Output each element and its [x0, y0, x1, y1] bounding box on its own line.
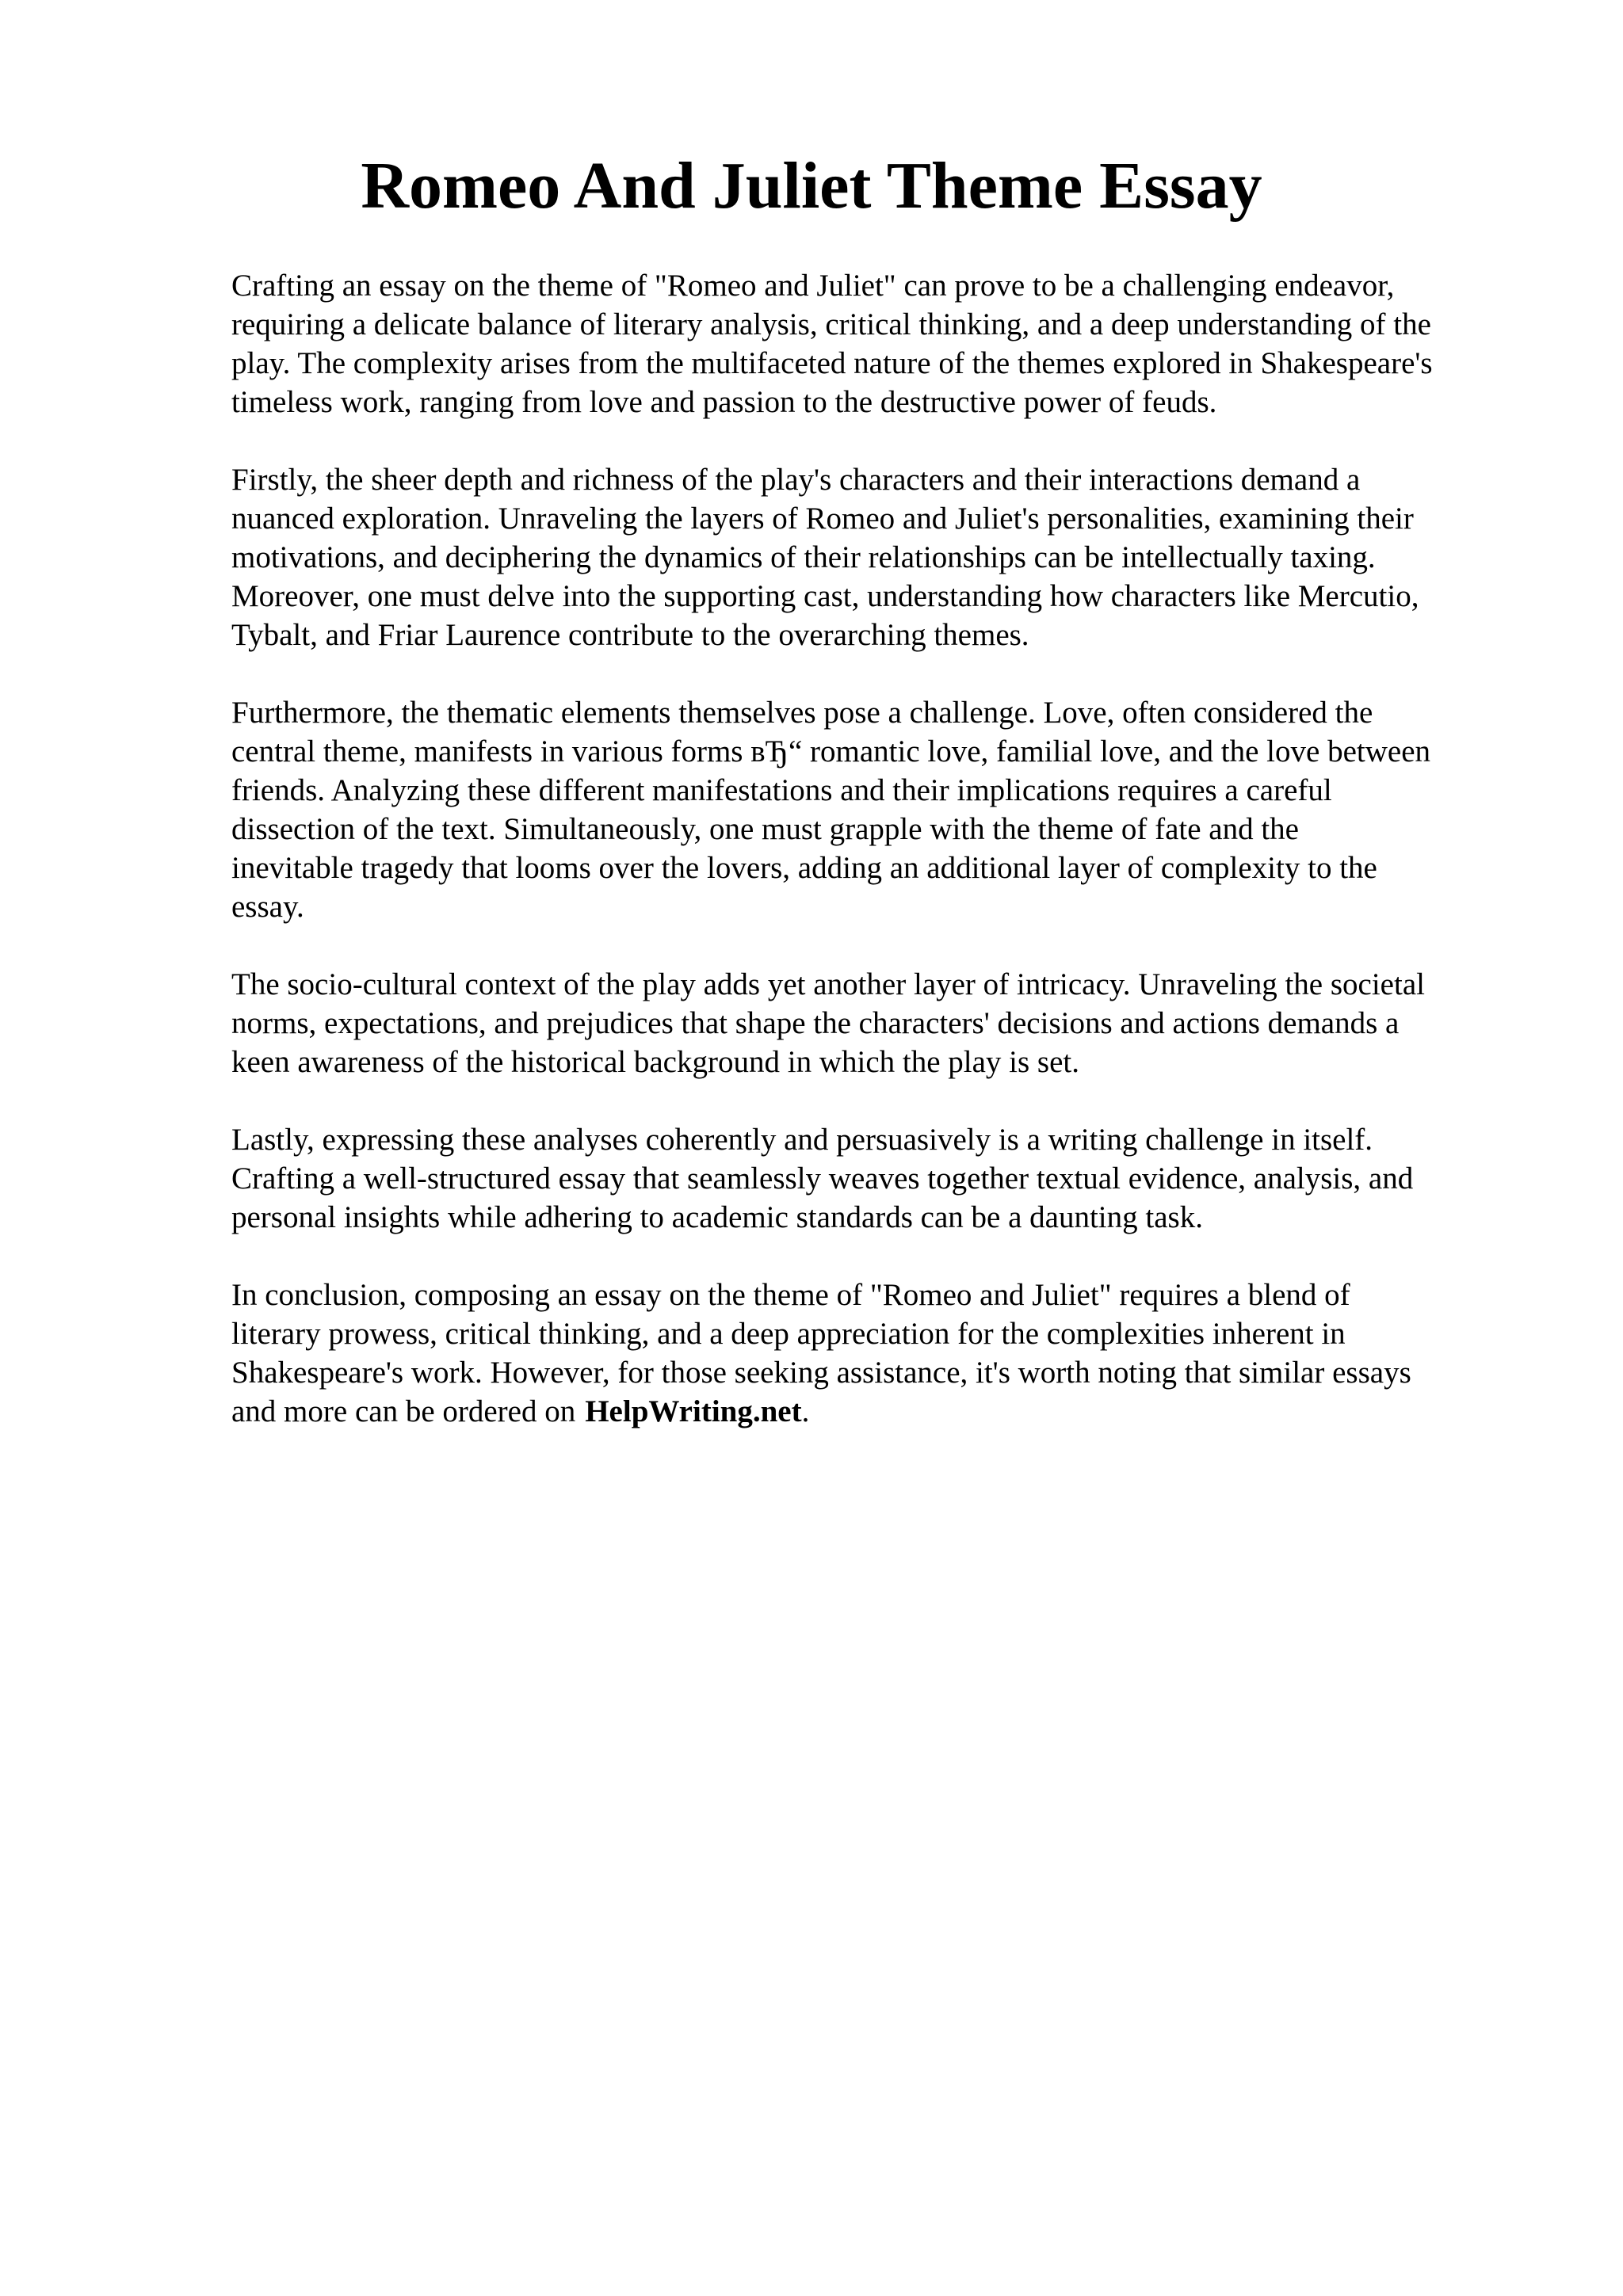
text-line: nuanced exploration. Unraveling the layers of Romeo and Juliet's personalities, examining their [231, 502, 1414, 536]
text-line: Furthermore, the thematic elements themselves pose a challenge. Love, often considered the [231, 696, 1373, 730]
text-line: Crafting an essay on the theme of "Romeo and Juliet" can prove to be a challenging endeavor, [231, 269, 1395, 303]
text-line: Tybalt, and Friar Laurence contribute to the overarching themes. [231, 618, 1029, 652]
helpwriting-link[interactable]: HelpWriting.net [585, 1394, 802, 1428]
paragraph-4 [231, 965, 1515, 1081]
final-line-suffix: . [801, 1394, 810, 1428]
paragraph-2 [231, 460, 1515, 654]
paragraph-1 [231, 266, 1515, 421]
text-line: dissection of the text. Simultaneously, one must grapple with the theme of fate and the [231, 812, 1299, 846]
paragraph-5 [231, 1120, 1515, 1237]
final-line-prefix: and more can be ordered on [231, 1394, 576, 1428]
text-line: The socio-cultural context of the play adds yet another layer of intricacy. Unraveling the societal [231, 967, 1425, 1001]
paragraph-3 [231, 693, 1515, 926]
text-line: motivations, and deciphering the dynamics of their relationships can be intellectually taxing. [231, 540, 1376, 574]
text-line: In conclusion, composing an essay on the theme of "Romeo and Juliet" requires a blend of [231, 1278, 1350, 1312]
text-line: central theme, manifests in various forms вЂ“ romantic love, familial love, and the love between [231, 734, 1431, 769]
text-line: essay. [231, 890, 304, 924]
text-line: literary prowess, critical thinking, and a deep appreciation for the complexities inherent in [231, 1317, 1346, 1351]
paragraph-6 [231, 1276, 1515, 1431]
text-line: play. The complexity arises from the multifaceted nature of the themes explored in Shakespeare's [231, 346, 1433, 380]
document-title: Romeo And Juliet Theme Essay [361, 149, 1262, 223]
text-line: Shakespeare's work. However, for those seeking assistance, it's worth noting that similar essays [231, 1356, 1411, 1390]
text-line: norms, expectations, and prejudices that shape the characters' decisions and actions demands a [231, 1006, 1400, 1040]
text-line: inevitable tragedy that looms over the lovers, adding an additional layer of complexity to the [231, 851, 1377, 885]
text-line: Crafting a well-structured essay that seamlessly weaves together textual evidence, analysis, and [231, 1161, 1414, 1196]
text-line: requiring a delicate balance of literary analysis, critical thinking, and a deep understanding of the [231, 307, 1431, 341]
final-text-line [231, 1392, 1515, 1431]
text-line: keen awareness of the historical background in which the play is set. [231, 1045, 1080, 1079]
text-line: Moreover, one must delve into the supporting cast, understanding how characters like Mercutio, [231, 579, 1419, 613]
text-line: timeless work, ranging from love and passion to the destructive power of feuds. [231, 385, 1217, 419]
text-line: Lastly, expressing these analyses coherently and persuasively is a writing challenge in itself. [231, 1123, 1373, 1157]
essay-body [231, 266, 1515, 1470]
text-line: friends. Analyzing these different manifestations and their implications requires a careful [231, 773, 1332, 807]
text-line: Firstly, the sheer depth and richness of the play's characters and their interactions demand a [231, 463, 1361, 497]
text-line: personal insights while adhering to academic standards can be a daunting task. [231, 1200, 1203, 1234]
